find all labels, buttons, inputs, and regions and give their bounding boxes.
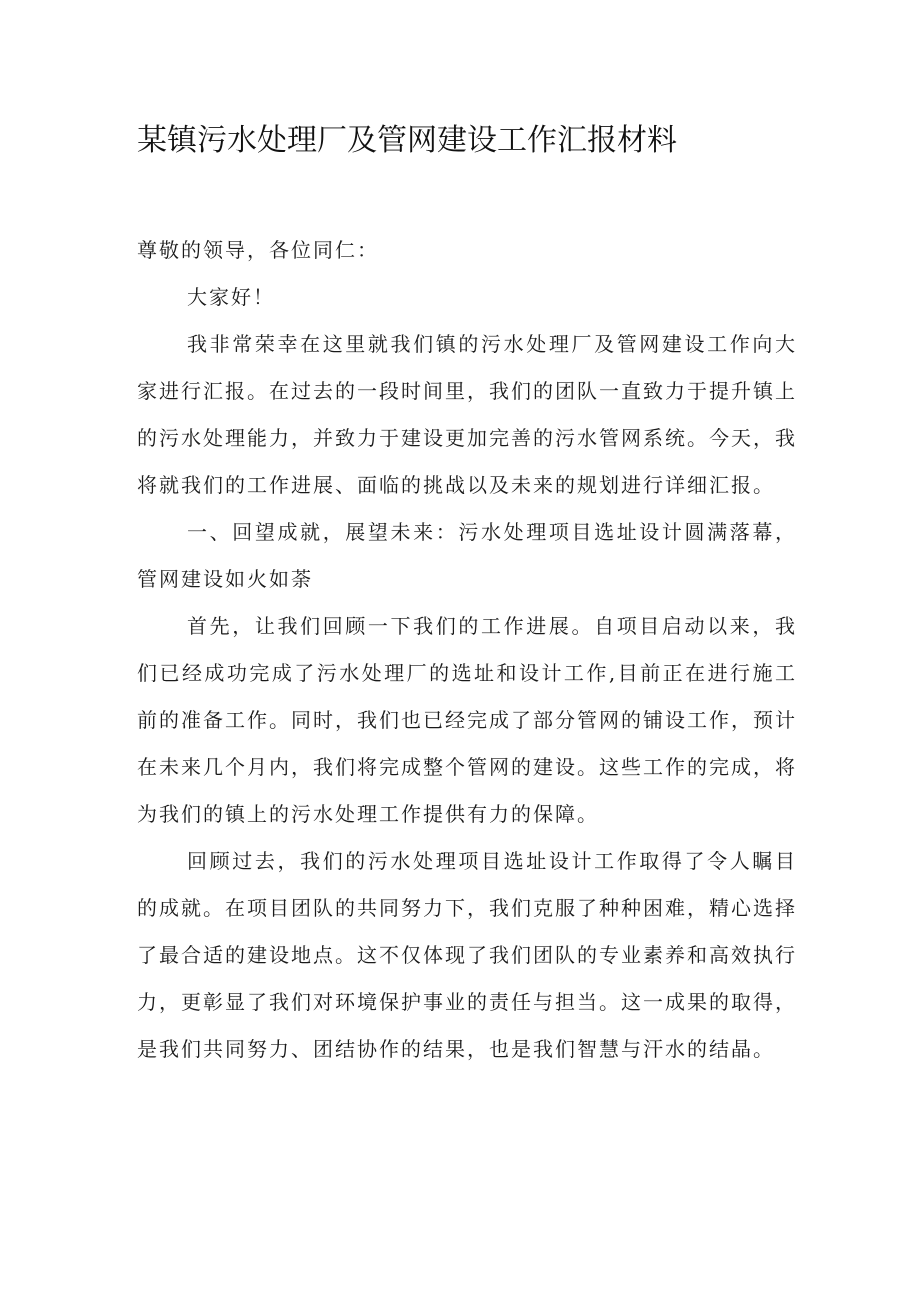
section-heading: 一、回望成就，展望未来：污水处理项目选址设计圆满落幕，管网建设如火如荼 <box>137 520 797 591</box>
intro-paragraph: 我非常荣幸在这里就我们镇的污水处理厂及管网建设工作向大家进行汇报。在过去的一段时间里，我们的团队一直致力于提升镇上的污水处理能力，并致力于建设更加完善的污水管网系统。今天，我将就我们的工作进展、面临的挑战以及未来的规划进行详细汇报。 <box>137 332 797 497</box>
achievement-paragraph: 回顾过去，我们的污水处理项目选址设计工作取得了令人瞩目的成就。在项目团队的共同努力下，我们克服了种种困难，精心选择了最合适的建设地点。这不仅体现了我们团队的专业素养和高效执行力，更彰显了我们对环境保护事业的责任与担当。这一成果的取得，是我们共同努力、团结协作的结果，也是我们智慧与汗水的结晶。 <box>137 849 797 1061</box>
salutation: 尊敬的领导，各位同仁： <box>137 238 379 262</box>
document-body <box>137 227 797 1073</box>
document-title: 某镇污水处理厂及管网建设工作汇报材料 <box>137 123 677 158</box>
greeting: 大家好！ <box>187 285 275 309</box>
progress-paragraph: 首先，让我们回顾一下我们的工作进展。自项目启动以来，我们已经成功完成了污水处理厂的选址和设计工作,目前正在进行施工前的准备工作。同时，我们也已经完成了部分管网的铺设工作，预计在未来几个月内，我们将完成整个管网的建设。这些工作的完成，将为我们的镇上的污水处理工作提供有力的保障。 <box>137 614 797 826</box>
